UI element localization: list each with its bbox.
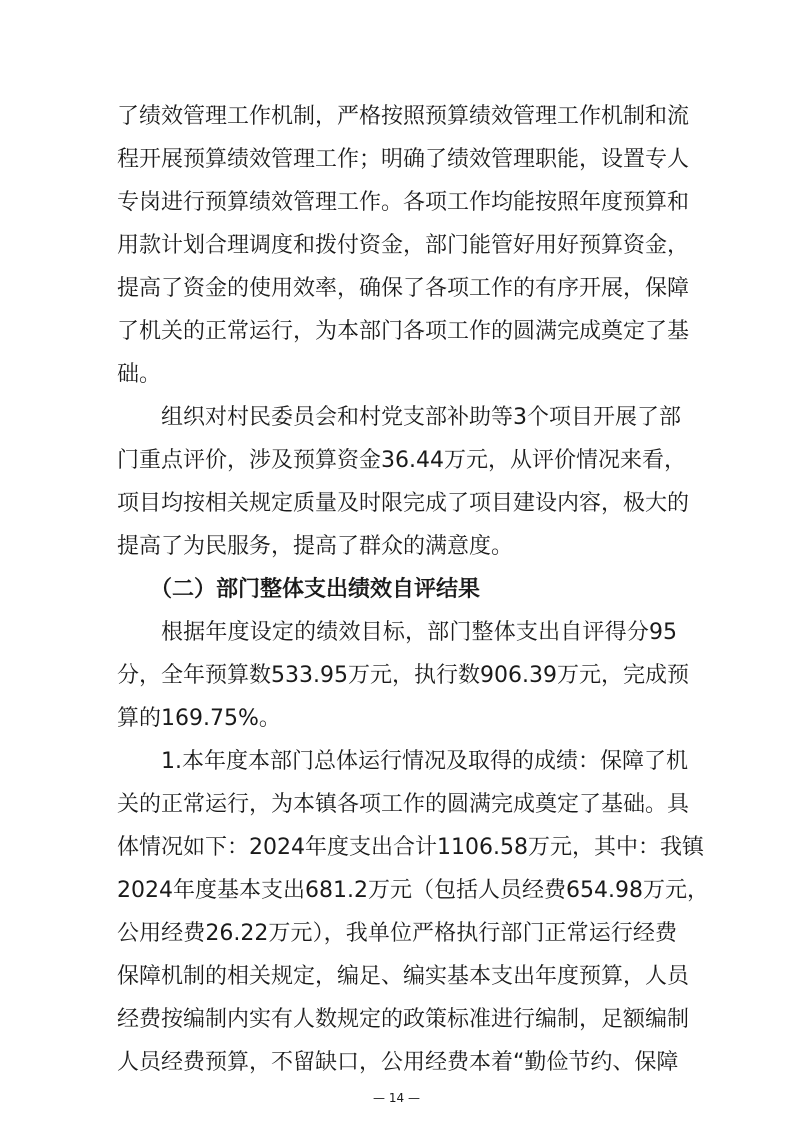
paragraph-line [0,742,793,782]
line-text: 提高了资金的使用效率，确保了各项工作的有序开展，保障 [117,276,690,301]
paragraph-line [0,828,793,868]
line-text: 关的正常运行，为本镇各项工作的圆满完成奠定了基础。具 [117,792,690,817]
paragraph-line [0,699,793,739]
paragraph-line [0,269,793,309]
line-text: 程开展预算绩效管理工作；明确了绩效管理职能，设置专人 [117,147,690,172]
line-text: 经费按编制内实有人数规定的政策标准进行编制，足额编制 [117,1007,690,1032]
line-text: 公用经费26.22万元），我单位严格执行部门正常运行经费 [117,921,677,946]
paragraph-line [0,656,793,696]
line-text: 体情况如下：2024年度支出合计1106.58万元，其中：我镇 [117,835,704,860]
line-text: 了绩效管理工作机制，严格按照预算绩效管理工作机制和流 [117,104,690,129]
paragraph-line [0,484,793,524]
line-text: 人员经费预算，不留缺口，公用经费本着“勤俭节约、保障 [117,1050,679,1075]
paragraph-line [0,1000,793,1040]
paragraph-line [0,183,793,223]
line-text: 门重点评价，涉及预算资金36.44万元，从评价情况来看， [117,448,686,473]
line-text: 提高了为民服务，提高了群众的满意度。 [117,534,514,559]
line-text: 2024年度基本支出681.2万元（包括人员经费654.98万元， [117,878,709,903]
paragraph-line [0,398,793,438]
paragraph-line [0,613,793,653]
page-number: — 14 — [373,1091,420,1105]
line-text: 础。 [117,362,162,387]
paragraph-line [0,785,793,825]
line-text: 根据年度设定的绩效目标，部门整体支出自评得分95 [161,620,677,645]
line-text: 保障机制的相关规定，编足、编实基本支出年度预算，人员 [117,964,690,989]
paragraph-line [0,1043,793,1083]
paragraph-line [0,957,793,997]
line-text: 了机关的正常运行，为本部门各项工作的圆满完成奠定了基 [117,319,690,344]
paragraph-line [0,140,793,180]
paragraph-line [0,441,793,481]
line-text: 组织对村民委员会和村党支部补助等3个项目开展了部 [161,405,681,430]
line-text: 项目均按相关规定质量及时限完成了项目建设内容，极大的 [117,491,690,516]
paragraph-line [0,355,793,395]
section-heading-text: （二）部门整体支出绩效自评结果 [150,577,481,602]
paragraph-line [0,97,793,137]
paragraph-line [0,871,793,911]
section-heading [0,570,793,610]
line-text: 1.本年度本部门总体运行情况及取得的成绩：保障了机 [161,749,688,774]
paragraph-line [0,527,793,567]
line-text: 用款计划合理调度和拨付资金，部门能管好用好预算资金， [117,233,690,258]
paragraph-line [0,226,793,266]
paragraph-line [0,914,793,954]
line-text: 专岗进行预算绩效管理工作。各项工作均能按照年度预算和 [117,190,690,215]
line-text: 分，全年预算数533.95万元，执行数906.39万元，完成预 [117,663,689,688]
line-text: 算的169.75%。 [117,706,281,731]
paragraph-line [0,312,793,352]
